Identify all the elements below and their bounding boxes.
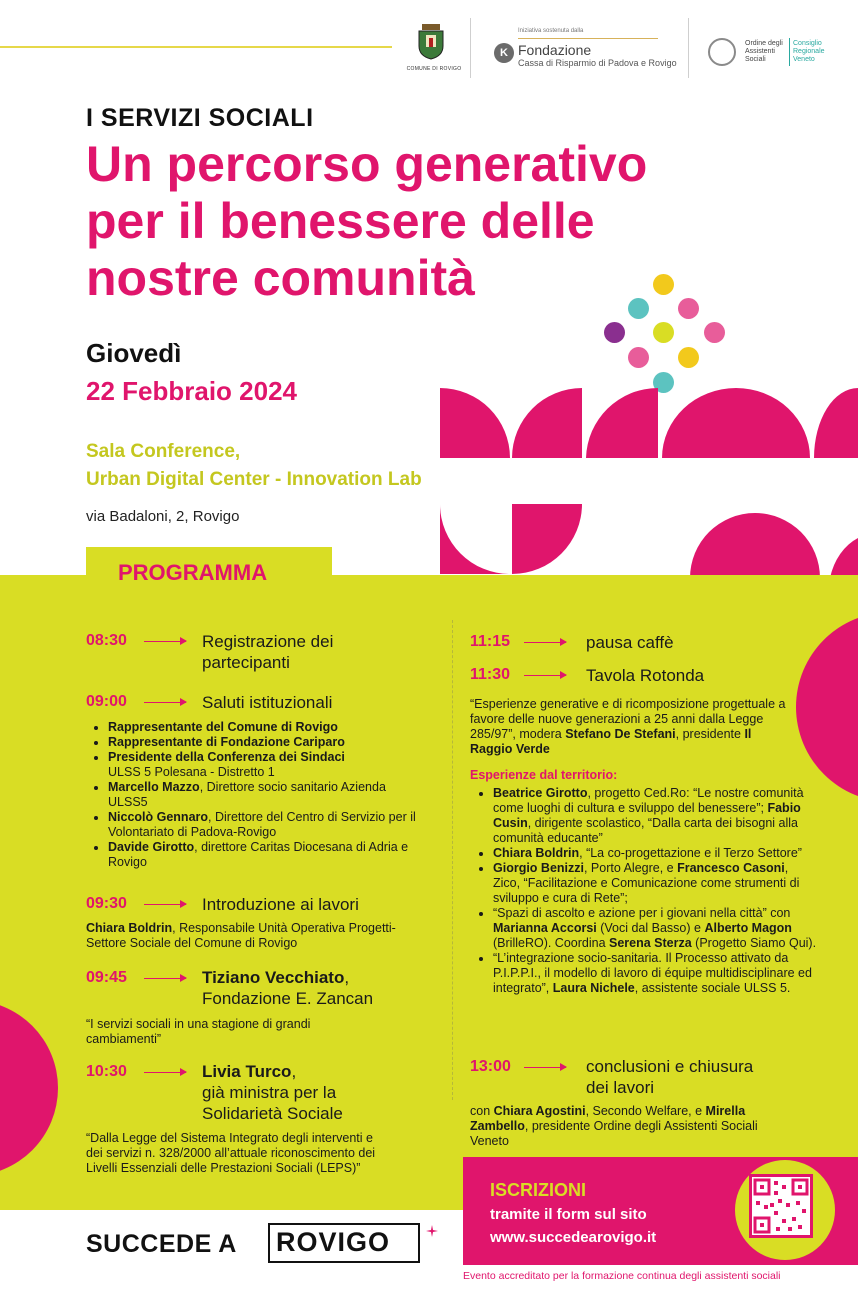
conclusioni-description	[470, 1104, 790, 1149]
decor-half	[662, 388, 810, 458]
list-item	[493, 786, 818, 846]
list-item	[493, 846, 818, 861]
time-1130: 11:30	[470, 666, 511, 683]
person-name: Chiara Boldrin	[86, 921, 173, 935]
decor-quarter	[512, 388, 582, 458]
description-text: , presidente Ordine degli Assistenti Sociali Veneto	[470, 1119, 758, 1148]
list-item-text: “Spazi di ascolto e azione per i giovani nella città” con	[493, 906, 791, 920]
arrow-icon	[144, 904, 186, 905]
tavola-description	[470, 697, 788, 757]
time-0830: 08:30	[86, 632, 127, 649]
main-title-line: nostre comunità	[86, 250, 475, 306]
main-title	[86, 136, 846, 307]
event-description: “I servizi sociali in una stagione di grandi cambiamenti”	[86, 1017, 311, 1046]
list-item-text: , direttore Caritas Diocesana di Adria e Rovigo	[108, 840, 409, 869]
moderator-org: Il Raggio Verde	[470, 727, 752, 756]
header-divider	[688, 18, 689, 78]
list-item-text: , “La co-progettazione e il Terzo Settore”	[579, 846, 802, 860]
time-0945: 09:45	[86, 969, 127, 986]
decor-quarter	[440, 388, 510, 458]
speaker-org: Fondazione E. Zancan	[202, 989, 374, 1008]
fondazione-logo-icon: K	[494, 43, 514, 63]
event-date: 22 Febbraio 2024	[86, 376, 297, 406]
saluti-list	[88, 720, 423, 870]
event-description: “Dalla Legge del Sistema Integrato degli interventi e dei servizi n. 328/2000 all’attuale riconoscimento dei Livelli Essenziali delle Prestazioni Sociali (LEPS)”	[86, 1131, 376, 1175]
list-item-text: , Zico, “Facilitazione e Comunicazione come strumenti di sviluppo e cura di Rete”;	[493, 861, 800, 905]
decor-dot	[653, 274, 674, 295]
list-item-text: (BrilleRO). Coordina	[493, 936, 610, 950]
description-text: , Secondo Welfare, e	[585, 1104, 706, 1118]
event-address: via Badaloni, 2, Rovigo	[86, 508, 240, 525]
event-description	[86, 921, 406, 951]
ordine-logo-icon	[708, 38, 736, 66]
list-item-text: , Porto Alegre, e	[583, 861, 678, 875]
decor-dot	[653, 322, 674, 343]
list-item-name: Giorgio Benizzi	[493, 861, 584, 875]
description-text: con	[470, 1104, 494, 1118]
list-item	[108, 810, 423, 840]
list-item-name: Marcello Mazzo	[108, 780, 200, 794]
arrow-icon	[524, 642, 566, 643]
event-venue	[86, 438, 422, 494]
event-day: Giovedì	[86, 338, 182, 368]
fondazione-subtitle: Cassa di Risparmio di Padova e Rovigo	[518, 58, 677, 68]
decor-quarter	[814, 388, 858, 458]
decor-quarter	[440, 504, 510, 574]
list-item-name: Davide Girotto	[108, 840, 195, 854]
list-item-name: Chiara Boldrin	[493, 846, 580, 860]
arrow-icon	[144, 978, 186, 979]
decor-quarter	[512, 504, 582, 574]
list-item	[493, 861, 818, 906]
arrow-icon	[524, 1067, 566, 1068]
decor-quarter	[830, 538, 858, 578]
arrow-icon	[524, 675, 566, 676]
list-item-name: Serena Sterza	[609, 936, 692, 950]
decor-dot	[678, 298, 699, 319]
header-accent-line	[0, 46, 392, 48]
speaker-punct: ,	[344, 968, 350, 987]
fondazione-name: Fondazione	[518, 42, 592, 58]
list-item-text: , assistente sociale ULSS 5.	[634, 981, 791, 995]
decor-dot	[704, 322, 725, 343]
speaker-org: già ministra per la Solidarietà Sociale	[202, 1083, 343, 1123]
registration-title: ISCRIZIONI	[490, 1180, 587, 1200]
event-title: Introduzione ai lavori	[202, 895, 359, 914]
main-title-line: Un percorso generativo	[86, 136, 648, 192]
registration-url[interactable]: www.succedearovigo.it	[490, 1229, 657, 1246]
list-item-name: Marianna Accorsi	[493, 921, 597, 935]
venue-line: Sala Conference,	[86, 441, 241, 462]
comune-caption: COMUNE DI ROVIGO	[406, 66, 462, 72]
list-item-name: Niccolò Gennaro	[108, 810, 209, 824]
program-label: PROGRAMMA	[118, 560, 268, 585]
fondazione-intro: Iniziativa sostenuta dalla	[518, 28, 584, 34]
event-title: Tavola Rotonda	[586, 666, 705, 685]
list-item-name: Francesco Casoni	[677, 861, 785, 875]
list-item-name: Alberto Magon	[704, 921, 792, 935]
kicker-title: I SERVIZI SOCIALI	[86, 104, 314, 132]
column-divider	[452, 620, 454, 1100]
event-speaker	[202, 967, 422, 1009]
registration-text: tramite il form sul sito	[490, 1206, 647, 1223]
list-item	[108, 780, 423, 810]
rovigo-logo-text: ROVIGO	[276, 1227, 391, 1257]
time-0930: 09:30	[86, 895, 127, 912]
ordine-region: Consiglio Regionale Veneto	[793, 40, 825, 63]
list-item-text: ULSS 5 Polesana - Distretto 1	[108, 765, 275, 779]
list-item	[493, 951, 818, 996]
list-item-text: , dirigente scolastico, “Dalla carta dei bisogni alla comunità educante”	[493, 816, 799, 845]
description-text: “Esperienze generative e di ricomposizione progettuale a favore delle nuove generazioni a 25 anni dalla Legge 285/97”, modera	[470, 697, 786, 741]
arrow-icon	[144, 1072, 186, 1073]
list-item	[108, 840, 423, 870]
esperienze-list	[473, 786, 818, 996]
succede-label: SUCCEDE A	[86, 1230, 237, 1258]
list-item-name: Laura Nichele	[552, 981, 635, 995]
venue-line: Urban Digital Center - Innovation Lab	[86, 469, 422, 490]
ordine-divider	[789, 38, 790, 66]
sparkle-icon	[426, 1225, 438, 1237]
list-item-text: , Direttore del Centro di Servizio per il Volontariato di Padova-Rovigo	[108, 810, 416, 839]
speaker-punct: ,	[291, 1062, 297, 1081]
decor-dot	[678, 347, 699, 368]
list-item-text: “L’integrazione socio-sanitaria. Il Processo attivato da P.I.P.P.I., il modello di lavoro di équipe multidisciplinare ed integrato”,	[493, 951, 812, 995]
decor-dot	[628, 298, 649, 319]
event-title: Saluti istituzionali	[202, 693, 333, 712]
list-item-text: Rappresentante del Comune di Rovigo	[108, 720, 338, 734]
ordine-name: Ordine degli Assistenti Sociali	[745, 40, 783, 63]
time-1300: 13:00	[470, 1058, 511, 1075]
person-name: Mirella Zambello	[470, 1104, 746, 1133]
time-0900: 09:00	[86, 693, 127, 710]
list-item-text: (Voci dal Basso) e	[596, 921, 705, 935]
decor-dot	[604, 322, 625, 343]
list-item	[108, 750, 423, 780]
description-text: , Responsabile Unità Operativa Progetti-Settore Sociale del Comune di Rovigo	[86, 921, 396, 950]
list-item	[493, 906, 818, 951]
main-title-line: per il benessere delle	[86, 193, 595, 249]
comune-crest-icon	[416, 22, 446, 60]
list-item	[108, 735, 423, 750]
qr-code-icon[interactable]	[749, 1174, 813, 1238]
speaker-name: Tiziano Vecchiato	[202, 968, 345, 987]
event-title: Registrazione dei partecipanti	[202, 632, 334, 672]
event-title: conclusioni e chiusura dei lavori	[586, 1057, 754, 1097]
person-name: Chiara Agostini	[493, 1104, 586, 1118]
fondazione-rule	[518, 38, 658, 39]
list-item-text: Rappresentante di Fondazione Cariparo	[108, 735, 345, 749]
time-1030: 10:30	[86, 1063, 127, 1080]
arrow-icon	[144, 641, 186, 642]
event-title: pausa caffè	[586, 633, 674, 652]
arrow-icon	[144, 702, 186, 703]
moderator-name: Stefano De Stefani	[565, 727, 676, 741]
event-speaker	[202, 1061, 392, 1124]
decor-half	[690, 513, 820, 578]
speaker-name: Livia Turco	[202, 1062, 292, 1081]
decor-quarter	[586, 388, 658, 458]
list-item-name: Presidente della Conferenza dei Sindaci	[108, 750, 345, 764]
accreditation-note: Evento accreditato per la formazione continua degli assistenti sociali	[463, 1270, 781, 1282]
time-1115: 11:15	[470, 633, 511, 650]
list-item-name: Fabio Cusin	[493, 801, 801, 830]
description-text: , presidente	[675, 727, 745, 741]
list-item-text: , progetto Ced.Ro: “Le nostre comunità come luoghi di cultura e sviluppo del benessere”;	[493, 786, 804, 815]
esperienze-label: Esperienze dal territorio:	[470, 768, 618, 782]
list-item-text: (Progetto Siamo Qui).	[691, 936, 817, 950]
header-divider	[470, 18, 471, 78]
list-item-name: Beatrice Girotto	[493, 786, 588, 800]
decor-dot	[628, 347, 649, 368]
decor-shapes	[440, 388, 858, 578]
list-item	[108, 720, 423, 735]
list-item-text: , Direttore socio sanitario Azienda ULSS5	[108, 780, 386, 809]
